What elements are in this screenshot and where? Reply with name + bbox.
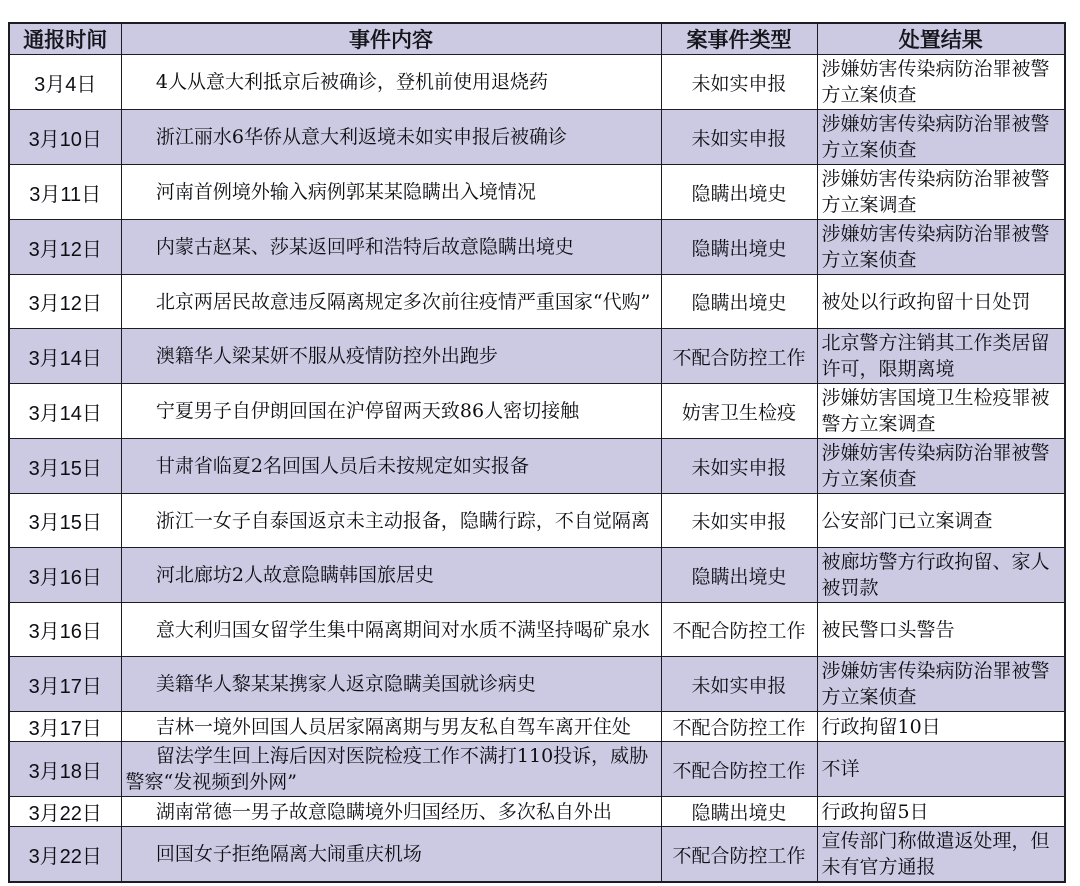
case-type-cell: 未如实申报 [661,110,817,165]
result-cell: 涉嫌妨害国境卫生检疫罪被警方立案调查 [817,384,1065,439]
column-header-case-type: 案事件类型 [661,23,817,55]
case-type-cell: 未如实申报 [661,55,817,110]
report-date-cell: 3月10日 [9,110,121,165]
case-type-cell: 未如实申报 [661,439,817,494]
report-date-cell: 3月12日 [9,220,121,275]
event-content-cell: 4人从意大利抵京后被确诊，登机前使用退烧药 [121,55,661,110]
event-content-cell: 河北廊坊2人故意隐瞒韩国旅居史 [121,548,661,603]
event-content-cell: 河南首例境外输入病例郭某某隐瞒出入境情况 [121,165,661,220]
report-date-cell: 3月17日 [9,712,121,742]
case-type-cell: 隐瞒出境史 [661,220,817,275]
event-content-cell: 宁夏男子自伊朗回国在沪停留两天致86人密切接触 [121,384,661,439]
table-row [9,220,1065,275]
event-content-cell: 回国女子拒绝隔离大闹重庆机场 [121,827,661,883]
case-type-cell: 不配合防控工作 [661,712,817,742]
case-type-cell: 不配合防控工作 [661,603,817,657]
event-content-cell: 留法学生回上海后因对医院检疫工作不满打110投诉，威胁警察“发视频到外网” [121,742,661,797]
case-type-cell: 隐瞒出境史 [661,165,817,220]
table-row [9,548,1065,603]
table-row [9,55,1065,110]
table-row [9,384,1065,439]
column-header-event-content: 事件内容 [121,23,661,55]
case-type-cell: 未如实申报 [661,657,817,712]
result-cell: 不详 [817,742,1065,797]
report-date-cell: 3月22日 [9,827,121,883]
event-content-cell: 甘肃省临夏2名回国人员后未按规定如实报备 [121,439,661,494]
result-cell: 涉嫌妨害传染病防治罪被警方立案侦查 [817,110,1065,165]
report-date-cell: 3月15日 [9,439,121,494]
incident-report-table-container [8,22,1066,883]
column-header-report-time: 通报时间 [9,23,121,55]
result-cell: 行政拘留10日 [817,712,1065,742]
case-type-cell: 不配合防控工作 [661,742,817,797]
report-date-cell: 3月11日 [9,165,121,220]
result-cell: 行政拘留5日 [817,797,1065,827]
event-content-cell: 美籍华人黎某某携家人返京隐瞒美国就诊病史 [121,657,661,712]
report-date-cell: 3月18日 [9,742,121,797]
case-type-cell: 隐瞒出境史 [661,797,817,827]
table-row [9,439,1065,494]
report-date-cell: 3月12日 [9,275,121,329]
report-date-cell: 3月4日 [9,55,121,110]
event-content-cell: 吉林一境外回国人员居家隔离期与男友私自驾车离开住处 [121,712,661,742]
report-date-cell: 3月15日 [9,494,121,548]
table-row [9,165,1065,220]
incident-report-table [8,22,1066,883]
table-row [9,797,1065,827]
result-cell: 宣传部门称做遣返处理，但未有官方通报 [817,827,1065,883]
table-row [9,494,1065,548]
table-row [9,827,1065,883]
result-cell: 涉嫌妨害传染病防治罪被警方立案侦查 [817,220,1065,275]
report-date-cell: 3月16日 [9,548,121,603]
event-content-cell: 浙江丽水6华侨从意大利返境未如实申报后被确诊 [121,110,661,165]
result-cell: 涉嫌妨害传染病防治罪被警方立案侦查 [817,55,1065,110]
table-row [9,603,1065,657]
result-cell: 被廊坊警方行政拘留、家人被罚款 [817,548,1065,603]
case-type-cell: 不配合防控工作 [661,827,817,883]
report-date-cell: 3月14日 [9,329,121,384]
result-cell: 涉嫌妨害传染病防治罪被警方立案侦查 [817,439,1065,494]
case-type-cell: 隐瞒出境史 [661,548,817,603]
event-content-cell: 湖南常德一男子故意隐瞒境外归国经历、多次私自外出 [121,797,661,827]
result-cell: 被处以行政拘留十日处罚 [817,275,1065,329]
event-content-cell: 意大利归国女留学生集中隔离期间对水质不满坚持喝矿泉水 [121,603,661,657]
result-cell: 涉嫌妨害传染病防治罪被警方立案调查 [817,165,1065,220]
result-cell: 被民警口头警告 [817,603,1065,657]
result-cell: 北京警方注销其工作类居留许可，限期离境 [817,329,1065,384]
table-header-row [9,23,1065,55]
event-content-cell: 北京两居民故意违反隔离规定多次前往疫情严重国家“代购” [121,275,661,329]
table-row [9,657,1065,712]
table-row [9,712,1065,742]
report-date-cell: 3月16日 [9,603,121,657]
table-row [9,329,1065,384]
case-type-cell: 隐瞒出境史 [661,275,817,329]
table-row [9,275,1065,329]
report-date-cell: 3月14日 [9,384,121,439]
case-type-cell: 不配合防控工作 [661,329,817,384]
column-header-result: 处置结果 [817,23,1065,55]
table-row [9,110,1065,165]
case-type-cell: 妨害卫生检疫 [661,384,817,439]
event-content-cell: 浙江一女子自泰国返京未主动报备，隐瞒行踪，不自觉隔离 [121,494,661,548]
table-row [9,742,1065,797]
case-type-cell: 未如实申报 [661,494,817,548]
report-date-cell: 3月17日 [9,657,121,712]
result-cell: 公安部门已立案调查 [817,494,1065,548]
report-date-cell: 3月22日 [9,797,121,827]
result-cell: 涉嫌妨害传染病防治罪被警方立案侦查 [817,657,1065,712]
event-content-cell: 澳籍华人梁某妍不服从疫情防控外出跑步 [121,329,661,384]
event-content-cell: 内蒙古赵某、莎某返回呼和浩特后故意隐瞒出境史 [121,220,661,275]
